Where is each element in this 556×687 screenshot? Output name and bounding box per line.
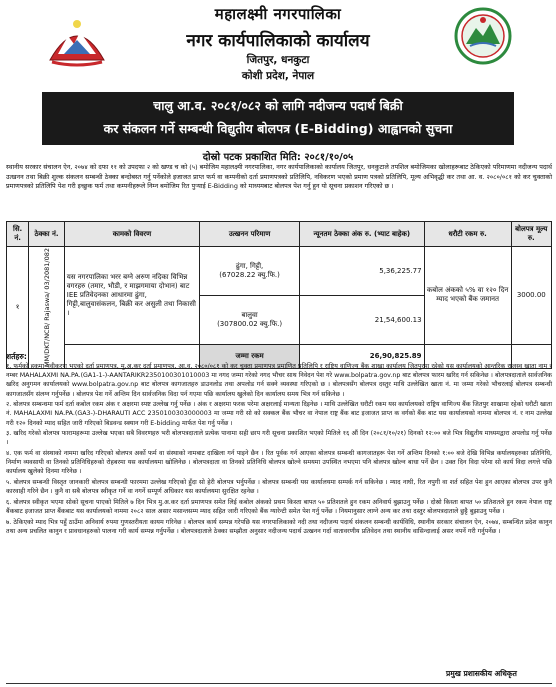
municipality-name: महालक्ष्मी नगरपालिका (214, 5, 342, 23)
notice-title-bar (42, 92, 514, 145)
term-item: २. बोलपत्र सम्बन्धमा फर्म दर्ता कबोल रकम अंक र अक्षरमा स्पष्ट उल्लेख गर्नु पर्नेछ । अंक र अक्षरमा फरक परेमा अक्षरलाई मान्यता दिइनेछ । माथि उल्लेखित धरौटी रकम यस कार्यालयको राष्ट्रिय वाणिज्य बैंक जितपुर शाखामा रहेको धरौटी खाता नं. MAHALAXMI NA.PA.(GA3-)-DHARAUTI ACC 2350100303000003 मा जम्मा गरी सो को सक्कल बैंक भौचर वा नेपाल राष्ट्र बैंक बाट इजाजत प्राप्त क वर्गको बैंक बाट यस कार्यालयको नाममा बोलपत्र नं. र नाम उल्लेख गरी १२० दिनको म्याद सहित जारी गरिएको बिडवन्ड स्क्यान गरी E-bidding मार्फत पेश गर्नु पर्नेछ । (6, 401, 552, 427)
qty-2-value: (307800.02 क्यु.फि.) (217, 319, 283, 328)
total-label: जम्मा रकम (200, 344, 300, 368)
qty-1-value: (67028.22 क्यु.फि.) (219, 270, 280, 279)
bottom-divider (6, 683, 552, 684)
term-item: ३. खरिद गरेको बोलपत्र फारामहरूमा उल्लेख भएका सबै विवरणहरु भरी बोलपत्रदाताले प्रत्येक पानामा सही छाप गरी सूचना प्रकाशित भएको मितिले १६ औं दिन (२०८१/१०/२१) दिनको १२:०० बजे भित्र विद्युतीय माध्यमद्वारा अपलोड गर्नु पर्नेछ । (6, 430, 552, 447)
qty-1-label: ढुंगा, गिट्टी, (235, 261, 264, 270)
table-row (7, 247, 552, 296)
row-bid-fee: 3000.00 (511, 247, 551, 345)
row-contract-no: MM/DKT/NCB/ Rajaswa/ 03/2081/082 (42, 248, 51, 368)
header-deposit: धरौटी रकम रु. (424, 222, 511, 247)
terms-list (6, 362, 552, 537)
header-min-amount: न्यूनतम ठेक्का अंक रु. (भ्याट बाहेक) (300, 222, 425, 247)
province-country: कोशी प्रदेश, नेपाल (241, 70, 315, 82)
office-name: नगर कार्यपालिकाको कार्यालय (186, 31, 370, 51)
qty-2-label: बालुवा (241, 310, 258, 319)
row-amount-2: 21,54,600.13 (300, 295, 425, 344)
row-qty-2 (200, 295, 300, 344)
row-qty-1 (200, 247, 300, 296)
row-sn: १ (7, 247, 29, 369)
header-sn: सि. नं. (7, 222, 29, 247)
header-work-desc: कामको विवरण (64, 222, 199, 247)
table-header-row (7, 222, 552, 247)
term-item: १. फर्मको हकमा नवीकरण भएको दर्ता प्रमाणपत्र, मु.अ.कर दर्ता प्रमाणपत्र, आ.व. २०८०/०८१ को कर चुक्ता प्रमाणपत्र प्रमाणित प्रतिलिपि र राष्ट्रिय वाणिज्य बैंक शाखा कार्यालय जितपुरमा रहेको यस कार्यालयको आन्तरिक राजस्व खाता नाम र नम्बर MAHALAXMI NA.PA.(GA1-1-)-AANTARIKR2350100301010003 मा नगद जम्मा गरेको नगद भौचर साथ निवेदन पेश गरे www.bolpatra.gov.np बाट बोलपत्र फारम खरिद गर्न सकिनेछ । बोलपत्रदाताले सार्वजनिक खरिद अनुगमन कार्यालयको www.bolpatra.gov.np बाट बोलपत्र कागजातहरु डाउनलोड तथा अपलोड गर्न सक्ने व्यवस्था गरिएको छ । बोलपत्रसँग बोलपत्र दस्तुर माथि उल्लेखित खाता नं. मा जम्मा गरेको भौचरलाई बोलपत्र सम्बन्धी कागजातसँग संलग्न गर्नुपर्नेछ । बोलपत्र पेश गर्ने अन्तिम दिन सार्वजनिक विदा पर्न गएमा पछि कार्यालय खुलेको दिन कार्यालय समय भित्र गर्न सकिनेछ । (6, 363, 552, 398)
terms-title: शर्तहरु: (6, 352, 27, 361)
intro-paragraph: स्थानीय सरकार संचालन ऐन, २०७४ को दफा ११ को उपदफा २ को खण्ड च को (५) बमोजिम महालक्ष्मी नगरपालिका, नगर कार्यपालिकाको कार्यालय जितपुर, धनकुटाले तपशिल बमोजिमका खोलाहरूबाट ठेकिएको परिमाणमा नदीजन्य पदार्थ उत्खनन तथा बिक्री शुल्क संकलन सम्बन्धी ठेक्का बन्दोबस्त गर्नु पर्नेकोले इजाजत प्राप्त फर्म वा कम्पनीको दर्ता प्रमाणपत्रको प्रतिलिपि, नविकरण भएको प्रमाण पत्रको प्रतिलिपि, मूल्य अभिवृद्धी कर तथा आ. व. २०८०/०८१ को कर चुक्ताको प्रमाणपत्रको प्रतिलिपि पेश गरी इच्छुक फर्म तथा कम्पनीहरूले निम्न बमोजिम रित पुऱ्याई E-Bidding को माध्यमबाट बोलपत्र पेश गर्नु हुन यो सूचना प्रकाशन गरिएको छ । (6, 163, 552, 191)
nepal-government-emblem (42, 10, 112, 68)
row-contract-no-cell (29, 247, 65, 369)
term-item: ५. बोलपत्र सम्बन्धी विस्तृत जानकारी बोलपत्र सम्बन्धी फारममा उल्लेख गरिएको हुँदा सो हेरी बोलपत्र भर्नुपर्नेछ । बोलपत्र सम्बन्धी यस कार्यालयमा सम्पर्क गर्न सकिनेछ । म्याद नाघी, रित नपुगी वा शर्त सहित पेश हुन आएका बोलपत्र उपर कुनै कारवाही गरिने छैन । कुनै वा सबै बोलपत्र स्वीकृत गर्ने वा नगर्ने सम्पूर्ण अधिकार यस कार्यालयमा सुरक्षित रहनेछ । (6, 479, 552, 496)
notice-title-line1: चालु आ.व. २०८१/०८२ को लागि नदीजन्य पदार्थ बिक्री (153, 98, 403, 113)
row-work-desc: यस नगरपालिका भरर बग्ने अरुण नदिका विभिन्न वगरहरु (तमार, भौडी, र माझगमाया दोभान) बाट IEE प्रतिवेदनका आधारमा ढुंगा, गिट्टी,बालुवासंकलन, बिक्री कर असुली तथा निकासी । (64, 247, 199, 345)
publication-date: दोस्रो पटक प्रकाशित मिति: २०८१/१०/०५ (202, 152, 354, 163)
total-amount: 26,90,825.89 (300, 344, 425, 368)
term-item: ७. ठेकिएको म्याद भित्र पहुँ ठाउँमा अनिवार्य रुपमा गुणस्तरीयता कायम गरिनेछ । बोलपत्र कार्य सम्पन्न गरेपछि यस नगरपालिकाको नदी तथा नदीजन्य पदार्थ संकलन सम्बन्धी कार्यविधि, स्थानीय सरकार संचालन ऐन, २०७४, सम्बन्धित प्रदेश कानुन तथा अन्य प्रचलित कानुन र प्रावधानहरुको पालना गरी कार्य सम्पन्न गर्नुपर्नेछ । बोलपत्रदाताले ठेक्का सम्झौता अनुसार नदीजन्य पदार्थ उत्खनन गर्दा वातावरणीय प्रतिवेदन तथा स्थानीय वासिन्दालाई असर नपर्ने गरी गर्नुपर्नेछ । (6, 518, 552, 535)
header (0, 0, 556, 100)
row-deposit: कबोल अंकको ५% वा १२० दिन म्याद भएको बैंक जमानत (424, 247, 511, 345)
row-amount-1: 5,36,225.77 (300, 247, 425, 296)
municipality-logo (452, 6, 514, 76)
office-address: जितपुर, धनकुटा (246, 54, 310, 66)
bid-table (6, 221, 552, 369)
signature-title: प्रमुख प्रशासकीय अधिकृत (446, 669, 517, 678)
header-quantity: उत्खनन परिमाण (200, 222, 300, 247)
header-contract-no: ठेक्का नं. (29, 222, 65, 247)
header-bid-fee: बोलपत्र मूल्य रु. (511, 222, 551, 247)
notice-title-line2: कर संकलन गर्ने सम्बन्धी विद्युतीय बोलपत्र (E-Bidding) आह्वानको सुचना (103, 121, 453, 136)
term-item: ६. बोलपत्र स्वीकृत भएमा सोको सूचना पाएको मितिले ७ दिन भित्र मु.अ.कर दर्ता प्रमाणपत्र समेत लिई कबोल अंकको प्रथम किस्ता बापत ५० प्रतिशतले हुन रकम अनिवार्य बुझाउनु पर्नेछ । दोस्रो किस्ता बापत ५० प्रतिशतले हुन रकम नेपाल राष्ट्र बैंकबाट इजाजत प्राप्त बैंकबाट यस कार्यालयको नाममा २०८२ साल असार मसान्तसम्म म्याद सहित जारी गरिएको बैंक ग्यारेन्टी समेत पेश गर्नु पर्नेछ । नियमानुसार लाग्ने अन्य कर तथा दस्तुर बोलपत्रदाताले छुट्टै बुझाउनु पर्नेछ । (6, 498, 552, 515)
term-item: ४. एक फर्म वा संस्थाको नाममा खरिद गरिएको बोलपत्र अर्को फर्म वा संस्थाको नामबाट दाखिला गर्न पाइने छैन । रित पूर्वक गर्न आएका बोलपत्र सम्बन्धी कागजातहरू पेश गर्ने अन्तिम दिनको १:०० बजे देखि विभिन्न कर्यालयहरुका प्रतिनिधि, निर्माण व्यवसायी वा तिनको प्रतिनिधिहरुको रोहबरमा यस कार्यालयमा खोलिनेछ । बोलपत्रदाता वा तिनको प्रतिनिधि बोलपत्र खोल्ने समयमा उपस्थित नभएमा पनि बोलपत्र खोल्न बाधा पर्ने छैन । उक्त दिन विदा परेमा सो कार्य विदा लगत्ते पछि कार्यालय खुलेको दिनमा गरिनेछ । (6, 450, 552, 476)
